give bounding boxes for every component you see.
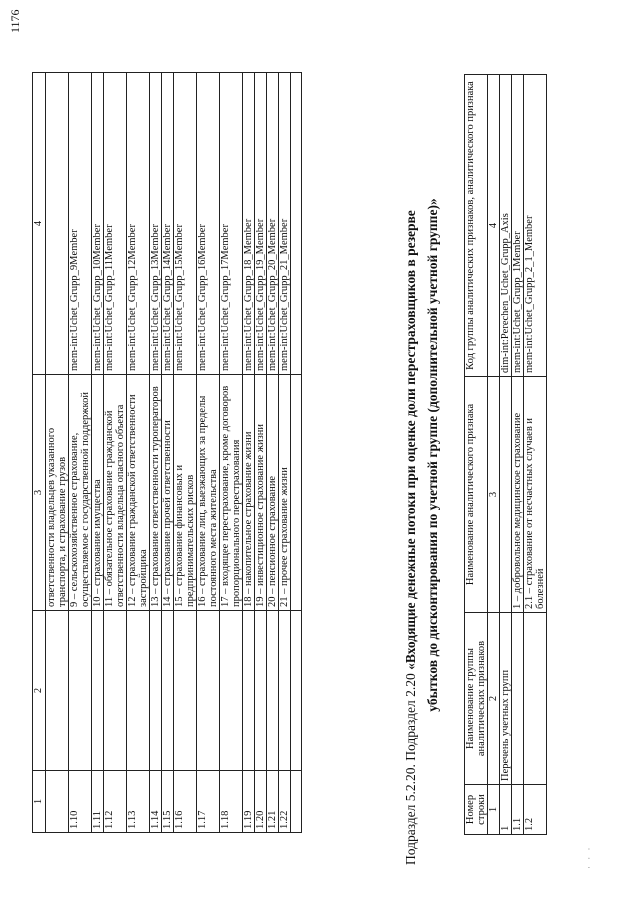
table-row	[150, 73, 162, 833]
name-cell: 15 – страхование финансовых и предпринимательских рисков	[174, 375, 197, 611]
name-cell	[291, 375, 302, 611]
table-row	[279, 73, 291, 833]
group-cell	[220, 611, 243, 771]
row-number	[46, 771, 69, 833]
row-number: 1.21	[267, 771, 279, 833]
row-number: 1.22	[279, 771, 291, 833]
name-cell: 19 – инвестиционное страхование жизни	[255, 375, 267, 611]
header-group-name: Наименование группы аналитических признаков	[465, 613, 488, 785]
table-row	[524, 75, 547, 835]
table-row	[127, 73, 150, 833]
name-cell: 12 – страхование гражданской ответственности застройщика	[127, 375, 150, 611]
group-cell	[267, 611, 279, 771]
row-number: 1.20	[255, 771, 267, 833]
name-cell: 1 – добровольное медицинское страхование	[512, 377, 524, 613]
table-row	[104, 73, 127, 833]
group-cell	[150, 611, 162, 771]
subsection-title-line1: «Входящие денежные потоки при оценке доли перестраховщиков в резерве	[403, 210, 418, 670]
group-cell	[174, 611, 197, 771]
column-number: 2	[33, 611, 46, 771]
column-number: 1	[33, 771, 46, 833]
group-cell	[69, 611, 92, 771]
table-row	[220, 73, 243, 833]
code-cell: mem-int:Uchet_Grupp_21_Member	[279, 73, 291, 375]
group-cell	[524, 613, 547, 785]
code-cell: mem-int:Uchet_Grupp_9Member	[69, 73, 92, 375]
row-number: 1.16	[174, 771, 197, 833]
name-cell: 10 – страхование имущества	[92, 375, 104, 611]
code-cell: mem-int:Uchet_Grupp_19_Member	[255, 73, 267, 375]
code-cell: mem-int:Uchet_Grupp_20_Member	[267, 73, 279, 375]
table-row	[46, 73, 69, 833]
row-number: 1.11	[92, 771, 104, 833]
table-row	[162, 73, 174, 833]
code-cell: mem-int:Uchet_Grupp_15Member	[174, 73, 197, 375]
scan-marks: · · ·	[584, 845, 594, 869]
code-cell	[46, 73, 69, 375]
row-number: 1.2	[524, 785, 547, 835]
column-number: 3	[33, 375, 46, 611]
group-cell	[46, 611, 69, 771]
name-cell: 11 – обязательное страхование гражданской ответственности владельца опасного объекта	[104, 375, 127, 611]
subsection-prefix: Подраздел 5.2.20. Подраздел 2.20	[403, 673, 418, 865]
name-cell: 13 – страхование ответственности туроператоров	[150, 375, 162, 611]
table-row	[512, 75, 524, 835]
table-row	[291, 73, 302, 833]
name-cell: 20 – пенсионное страхование	[267, 375, 279, 611]
row-number: 1.17	[197, 771, 220, 833]
row-number: 1.10	[69, 771, 92, 833]
code-cell: mem-int:Uchet_Grupp_2_1_Member	[524, 75, 547, 377]
table-row	[500, 75, 512, 835]
code-cell: mem-int:Uchet_Grupp_16Member	[197, 73, 220, 375]
code-cell: mem-int:Uchet_Grupp_14Member	[162, 73, 174, 375]
column-number: 1	[488, 785, 500, 835]
code-cell: dim-int:Perechen_Uchet_Grupp_Axis	[500, 75, 512, 377]
group-cell	[197, 611, 220, 771]
row-number: 1.19	[243, 771, 255, 833]
column-numbers-row	[488, 75, 500, 835]
table-row	[243, 73, 255, 833]
row-number: 1.13	[127, 771, 150, 833]
code-cell	[291, 73, 302, 375]
name-cell	[500, 377, 512, 613]
row-number: 1.1	[512, 785, 524, 835]
name-cell: 16 – страхование лиц, выезжающих за пределы постоянного места жительства	[197, 375, 220, 611]
name-cell: 9 – сельскохозяйственное страхование, осуществляемое с государственной поддержкой	[69, 375, 92, 611]
name-cell: 2.1 – страхование от несчастных случаев и болезней	[524, 377, 547, 613]
group-cell	[92, 611, 104, 771]
table-header-row	[465, 75, 488, 835]
name-cell: 17 – входящее перестрахование, кроме договоров пропорционального перестрахования	[220, 375, 243, 611]
table-header-row	[33, 73, 46, 833]
code-cell: mem-int:Uchet_Grupp_10Member	[92, 73, 104, 375]
row-number	[291, 771, 302, 833]
table-continuation	[32, 72, 302, 833]
subsection-title-line2: убытков до дисконтирования по учетной группе (дополнительной учетной группе)»	[425, 198, 440, 712]
name-cell: ответственности владельцев указанного транспорта, и страхование грузов	[46, 375, 69, 611]
column-number: 2	[488, 613, 500, 785]
subsection-table	[464, 74, 547, 835]
group-cell	[255, 611, 267, 771]
group-cell	[279, 611, 291, 771]
subsection-heading	[400, 45, 444, 865]
group-cell	[243, 611, 255, 771]
header-row-number: Номер строки	[465, 785, 488, 835]
column-number: 4	[488, 75, 500, 377]
group-cell: Перечень учетных групп	[500, 613, 512, 785]
group-cell	[104, 611, 127, 771]
code-cell: mem-int:Uchet_Grupp_17Member	[220, 73, 243, 375]
header-code: Код группы аналитических признаков, аналитического признака	[465, 75, 488, 377]
row-number: 1.12	[104, 771, 127, 833]
row-number: 1	[500, 785, 512, 835]
name-cell: 14 – страхование прочей ответственности	[162, 375, 174, 611]
row-number: 1.15	[162, 771, 174, 833]
code-cell: mem-int:Uchet_Grupp_12Member	[127, 73, 150, 375]
row-number: 1.14	[150, 771, 162, 833]
name-cell: 18 – накопительное страхование жизни	[243, 375, 255, 611]
row-number: 1.18	[220, 771, 243, 833]
header-feature-name: Наименование аналитического признака	[465, 377, 488, 613]
page-number: 1176	[8, 9, 22, 33]
table-row	[69, 73, 92, 833]
group-cell	[512, 613, 524, 785]
code-cell: mem-int:Uchet_Grupp_11Member	[104, 73, 127, 375]
table-row	[174, 73, 197, 833]
column-number: 4	[33, 73, 46, 375]
name-cell: 21 – прочее страхование жизни	[279, 375, 291, 611]
table-row	[267, 73, 279, 833]
code-cell: mem-int:Uchet_Grupp_18_Member	[243, 73, 255, 375]
group-cell	[291, 611, 302, 771]
code-cell: mem-int:Uchet_Grupp_13Member	[150, 73, 162, 375]
table-row	[255, 73, 267, 833]
code-cell: mem-int:Uchet_Grupp_1Member	[512, 75, 524, 377]
group-cell	[127, 611, 150, 771]
table-row	[197, 73, 220, 833]
column-number: 3	[488, 377, 500, 613]
table-row	[92, 73, 104, 833]
group-cell	[162, 611, 174, 771]
